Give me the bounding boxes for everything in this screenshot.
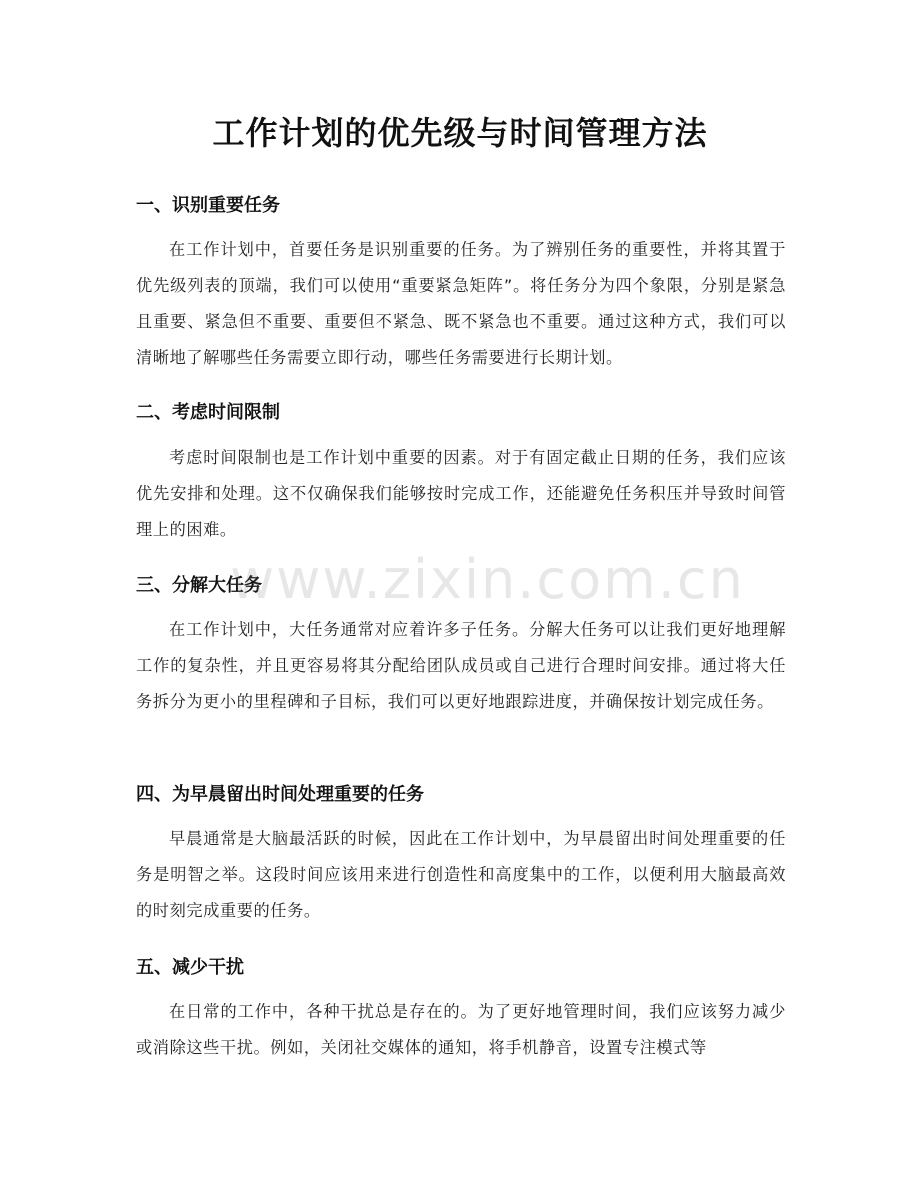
section-heading-5: 五、减少干扰 <box>136 957 244 978</box>
section-paragraph-4: 早晨通常是大脑最活跃的时候，因此在工作计划中，为早晨留出时间处理重要的任务是明智之举。这段时间应该用来进行创造性和高度集中的工作，以便利用大脑最高效的时刻完成重要的任务。 <box>136 829 786 920</box>
section-heading-4: 四、为早晨留出时间处理重要的任务 <box>136 784 424 805</box>
section-heading-1: 一、识别重要任务 <box>136 195 280 216</box>
section-paragraph-2: 考虑时间限制也是工作计划中重要的因素。对于有固定截止日期的任务，我们应该优先安排和处理。这不仅确保我们能够按时完成工作，还能避免任务积压并导致时间管理上的困难。 <box>136 448 786 539</box>
section-heading-2: 二、考虑时间限制 <box>136 402 280 423</box>
page-title: 工作计划的优先级与时间管理方法 <box>212 114 708 152</box>
watermark-text: www.zixin.com.cn <box>230 548 745 611</box>
section-heading-3: 三、分解大任务 <box>136 575 262 596</box>
section-paragraph-3: 在工作计划中，大任务通常对应着许多子任务。分解大任务可以让我们更好地理解工作的复杂性，并且更容易将其分配给团队成员或自己进行合理时间安排。通过将大任务拆分为更小的里程碑和子目标，我们可以更好地跟踪进度，并确保按计划完成任务。 <box>136 620 786 711</box>
section-paragraph-5: 在日常的工作中，各种干扰总是存在的。为了更好地管理时间，我们应该努力减少或消除这些干扰。例如，关闭社交媒体的通知，将手机静音，设置专注模式等 <box>136 1002 786 1057</box>
section-paragraph-1: 在工作计划中，首要任务是识别重要的任务。为了辨别任务的重要性，并将其置于优先级列表的顶端，我们可以使用“重要紧急矩阵”。将任务分为四个象限，分别是紧急且重要、紧急但不重要、重要但不紧急、既不紧急也不重要。通过这种方式，我们可以清晰地了解哪些任务需要立即行动，哪些任务需要进行长期计划。 <box>136 240 786 367</box>
